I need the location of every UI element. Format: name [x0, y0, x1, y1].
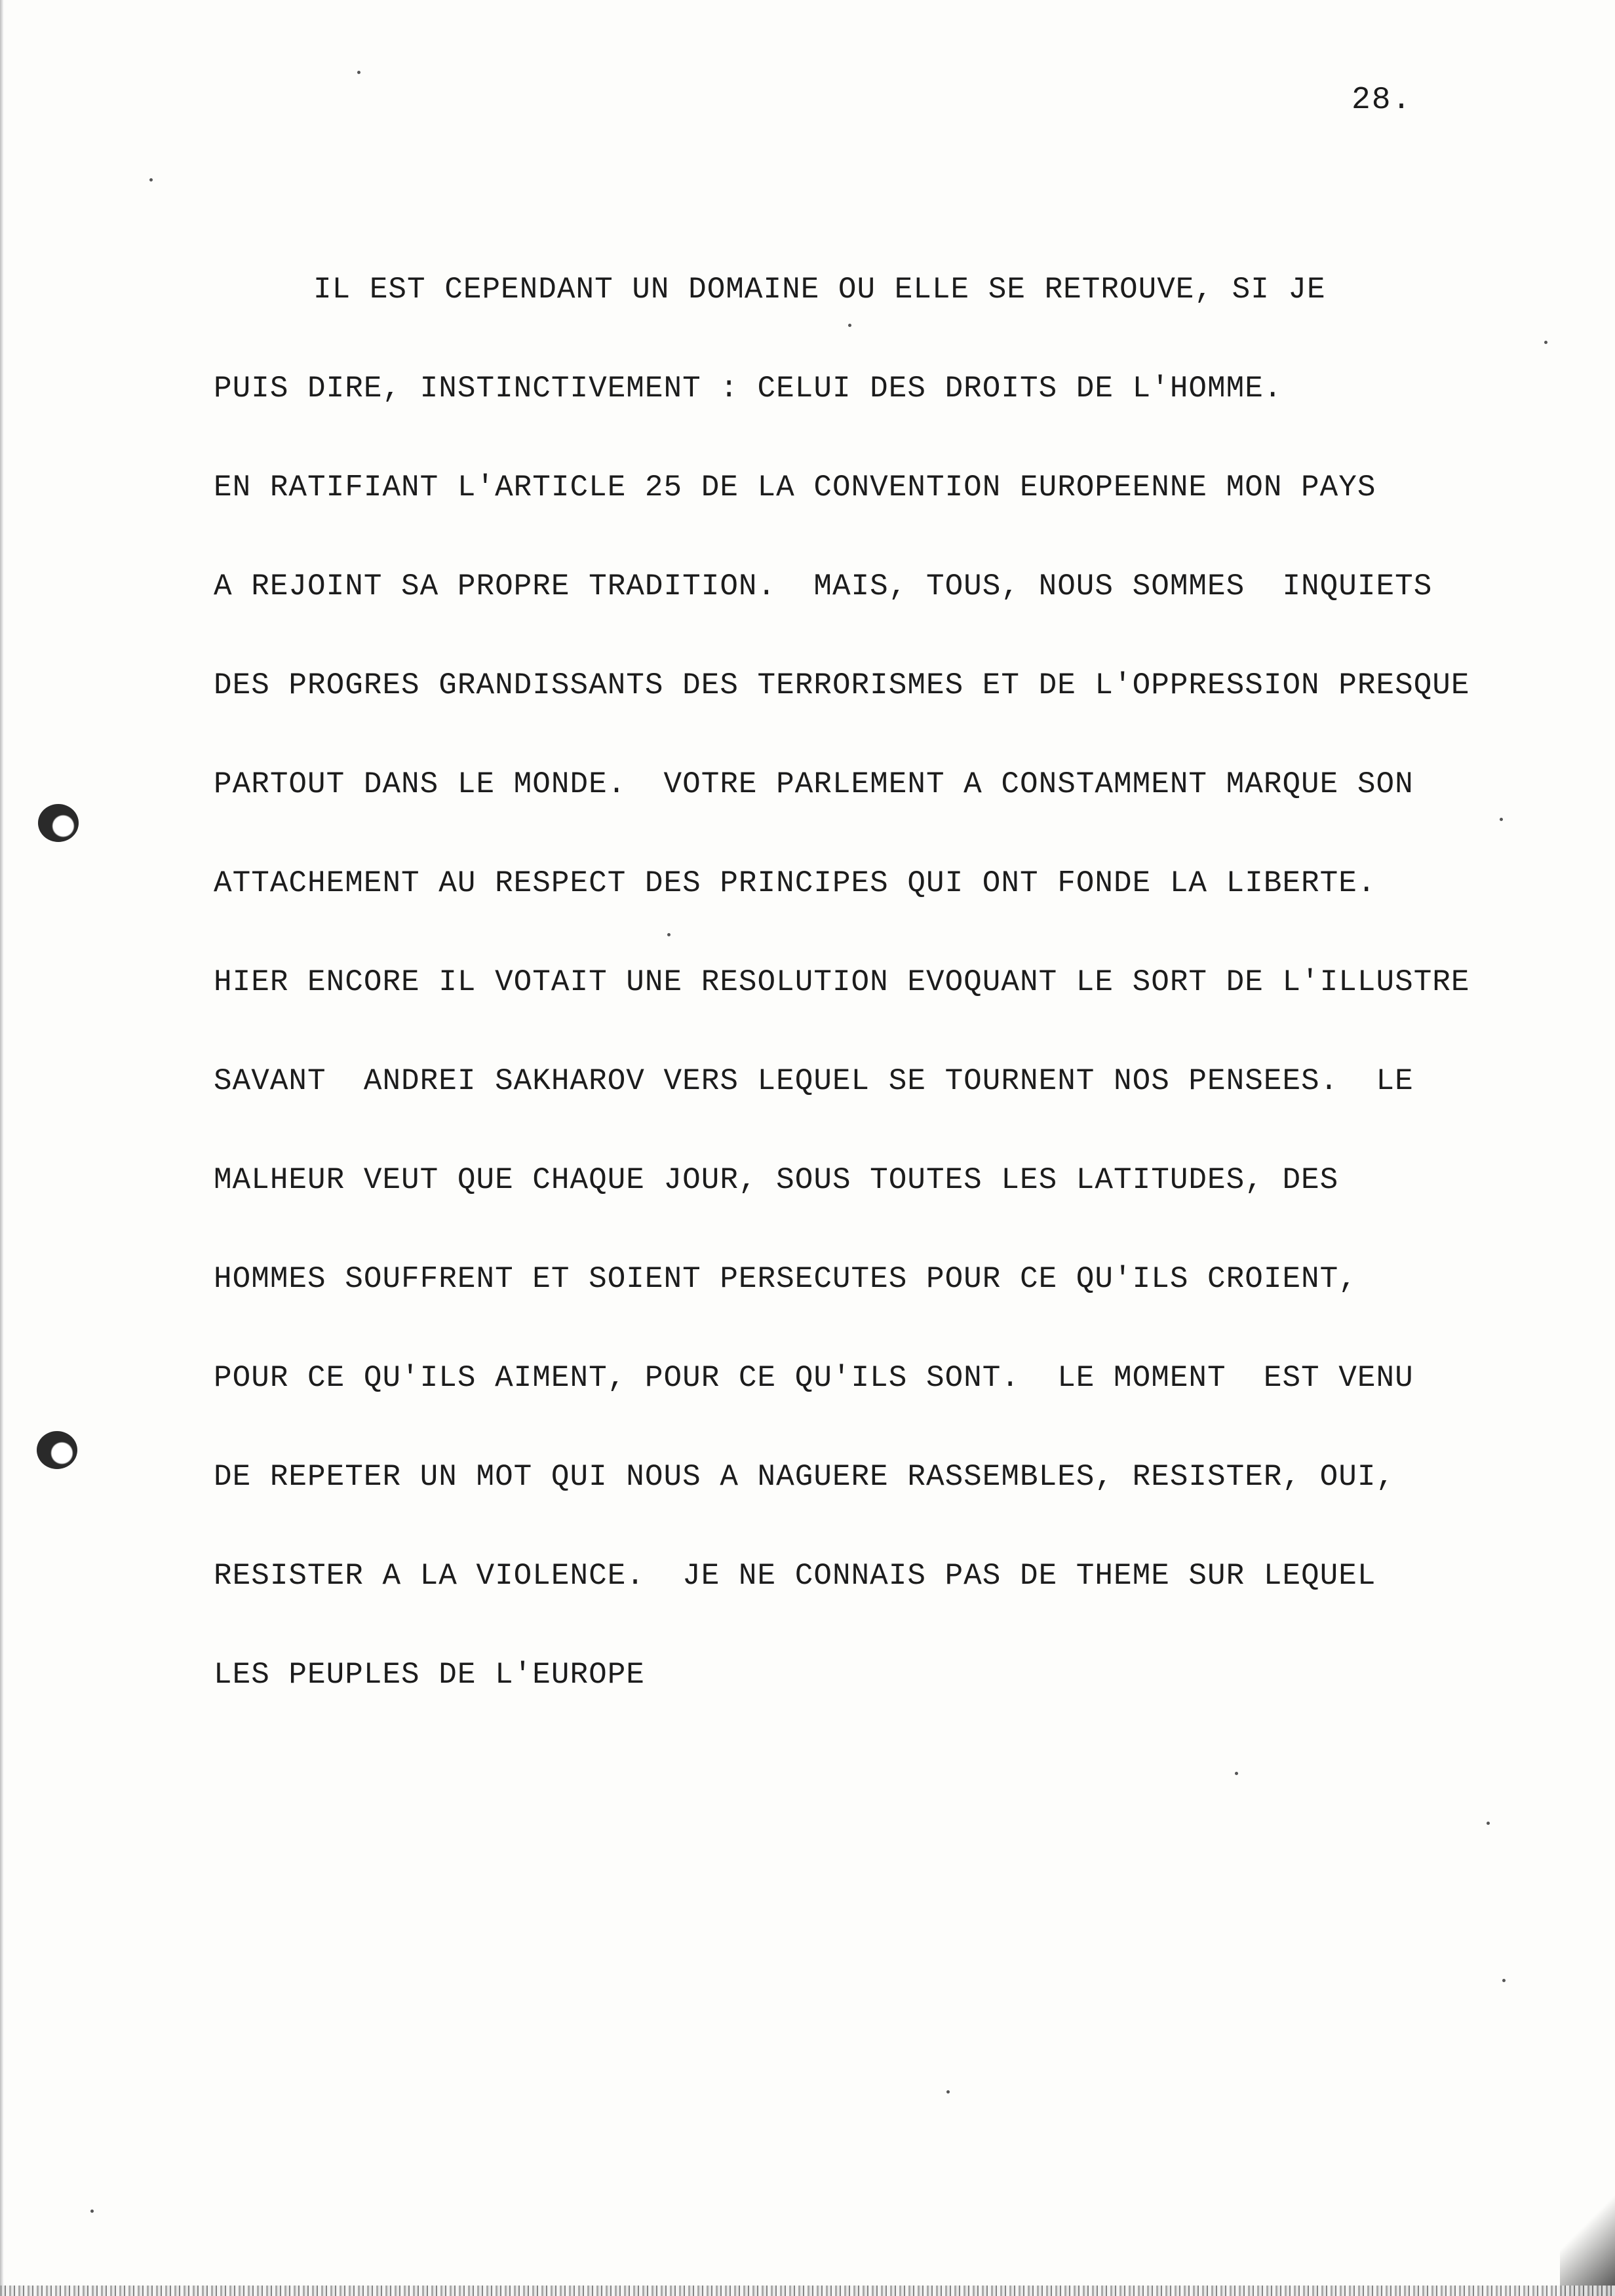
- text-line: HIER ENCORE IL VOTAIT UNE RESOLUTION EVOQUANT LE SORT DE L'ILLUSTRE: [214, 965, 1470, 999]
- text-line: DE REPETER UN MOT QUI NOUS A NAGUERE RASSEMBLES, RESISTER, OUI,: [214, 1460, 1395, 1494]
- text-line: POUR CE QU'ILS AIMENT, POUR CE QU'ILS SONT. LE MOMENT EST VENU: [214, 1361, 1414, 1395]
- scan-speck: [357, 71, 360, 74]
- punch-hole-lower: [37, 1431, 77, 1469]
- scan-speck: [1487, 1822, 1490, 1825]
- page-number: 28.: [1352, 83, 1412, 118]
- scan-speck: [667, 933, 671, 936]
- text-line: PARTOUT DANS LE MONDE. VOTRE PARLEMENT A CONSTAMMENT MARQUE SON: [214, 767, 1414, 801]
- text-line: IL EST CEPENDANT UN DOMAINE OU ELLE SE RETROUVE, SI JE: [313, 273, 1326, 307]
- scan-speck: [1502, 1979, 1506, 1982]
- text-line: SAVANT ANDREI SAKHAROV VERS LEQUEL SE TOURNENT NOS PENSEES. LE: [214, 1064, 1414, 1098]
- scan-speck: [1500, 818, 1503, 821]
- scan-corner-shade: [1560, 2182, 1615, 2296]
- text-line: PUIS DIRE, INSTINCTIVEMENT : CELUI DES DROITS DE L'HOMME.: [214, 372, 1283, 406]
- scan-speck: [149, 178, 153, 182]
- text-line: ATTACHEMENT AU RESPECT DES PRINCIPES QUI ONT FONDE LA LIBERTE.: [214, 866, 1376, 900]
- text-line: EN RATIFIANT L'ARTICLE 25 DE LA CONVENTION EUROPEENNE MON PAYS: [214, 470, 1376, 505]
- scan-speck: [90, 2210, 94, 2213]
- text-line: LES PEUPLES DE L'EUROPE: [214, 1658, 645, 1692]
- scan-bottom-edge: [0, 2286, 1615, 2296]
- scan-speck: [1235, 1772, 1238, 1775]
- text-line: MALHEUR VEUT QUE CHAQUE JOUR, SOUS TOUTES LES LATITUDES, DES: [214, 1163, 1339, 1197]
- scan-speck: [848, 324, 851, 327]
- text-line: DES PROGRES GRANDISSANTS DES TERRORISMES ET DE L'OPPRESSION PRESQUE: [214, 668, 1470, 702]
- punch-hole-upper: [38, 804, 79, 842]
- text-line: A REJOINT SA PROPRE TRADITION. MAIS, TOUS, NOUS SOMMES INQUIETS: [214, 569, 1433, 603]
- text-line: RESISTER A LA VIOLENCE. JE NE CONNAIS PAS DE THEME SUR LEQUEL: [214, 1559, 1376, 1593]
- scan-speck: [1544, 341, 1547, 344]
- text-line: HOMMES SOUFFRENT ET SOIENT PERSECUTES POUR CE QU'ILS CROIENT,: [214, 1262, 1357, 1296]
- body-text: [214, 270, 1590, 1754]
- scan-speck: [946, 2090, 950, 2094]
- scan-left-edge: [0, 0, 4, 2296]
